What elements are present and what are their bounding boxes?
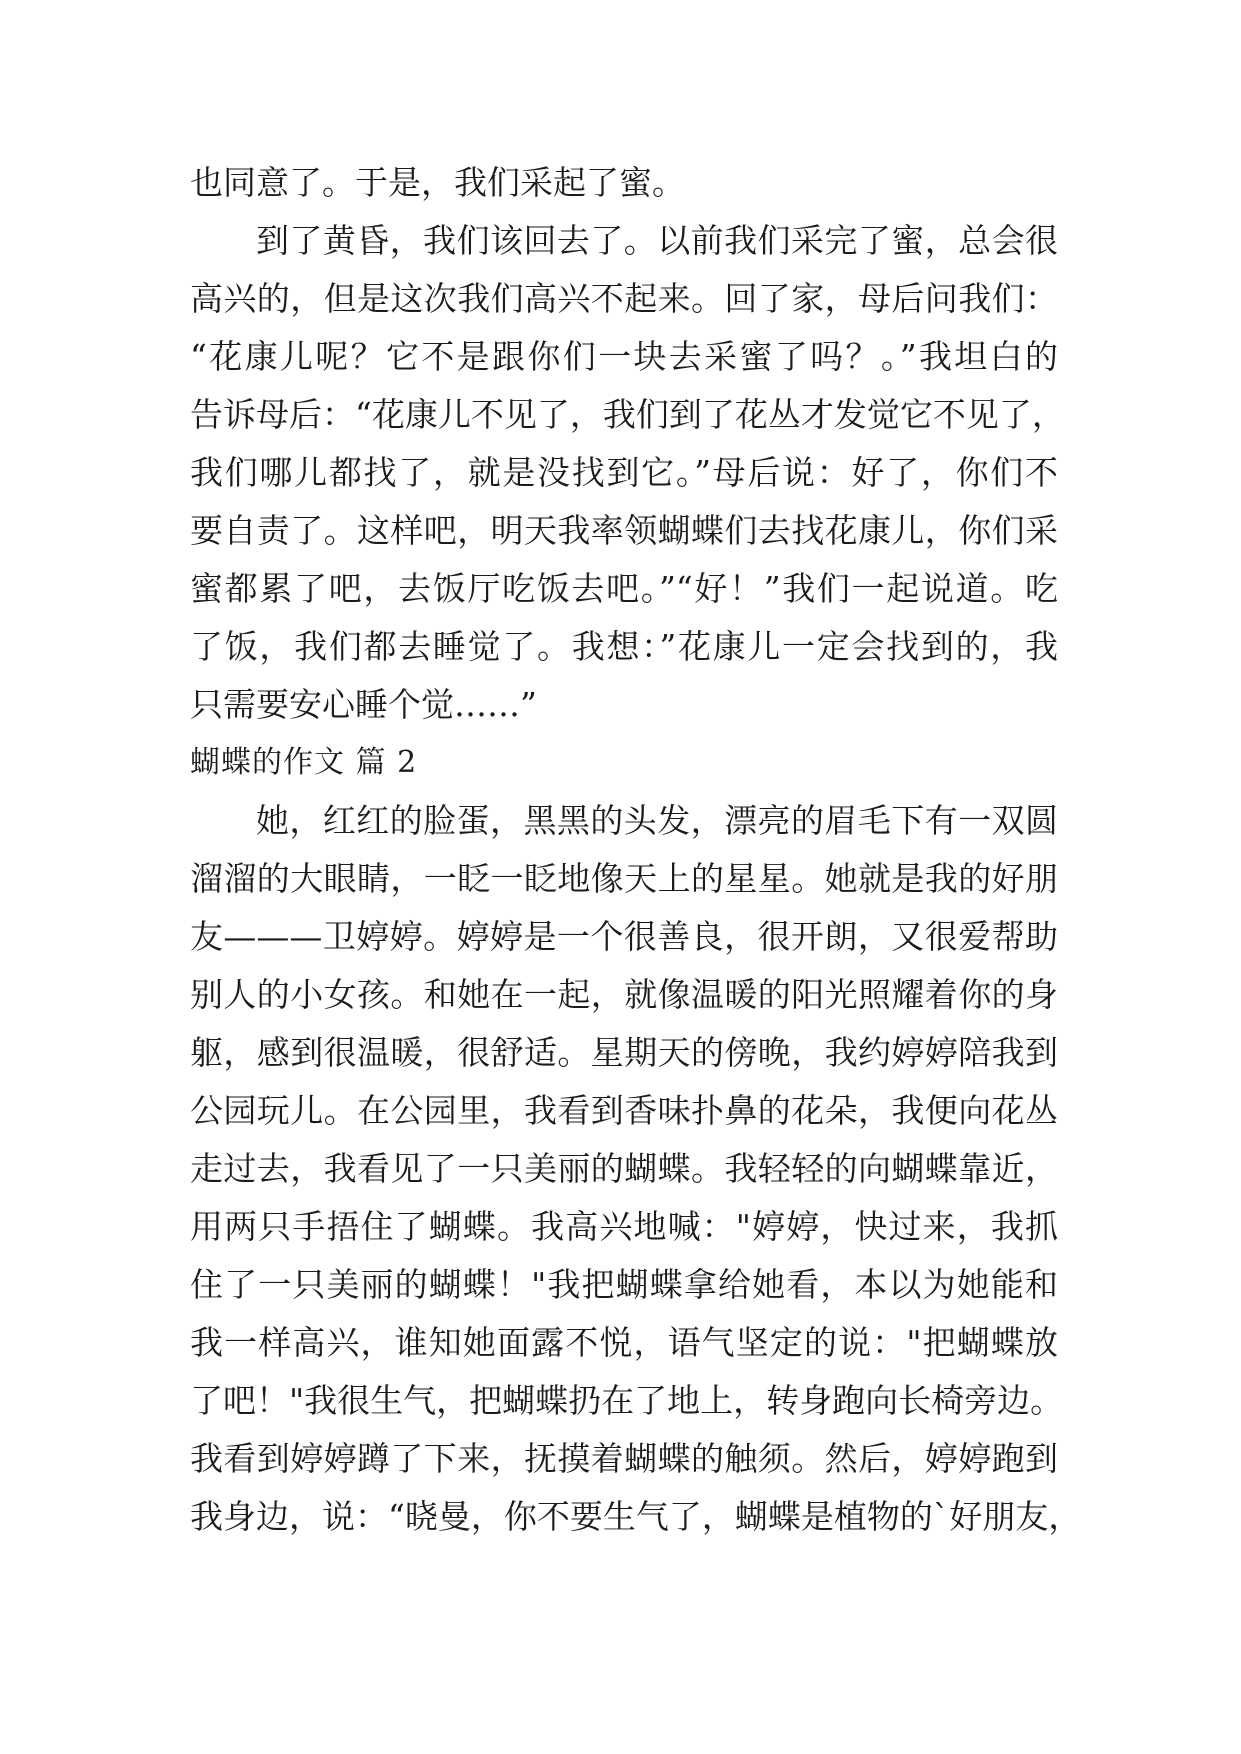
- text-line: 友———卫婷婷。婷婷是一个很善良，很开朗，又很爱帮助: [190, 917, 1058, 956]
- paragraph: [190, 792, 1082, 1546]
- text-line: 用两只手捂住了蝴蝶。我高兴地喊："婷婷，快过来，我抓: [190, 1207, 1058, 1246]
- text-line: 躯，感到很温暖，很舒适。星期天的傍晚，我约婷婷陪我到: [190, 1033, 1058, 1072]
- paragraph: [190, 212, 1065, 734]
- text-line: 到了黄昏，我们该回去了。以前我们采完了蜜，总会很: [256, 221, 1058, 260]
- text-line: 她，红红的脸蛋，黑黑的头发，漂亮的眉毛下有一双圆: [256, 801, 1058, 840]
- text-line: 告诉母后：“花康儿不见了，我们到了花丛才发觉它不见了，: [190, 395, 1065, 434]
- text-line: 溜溜的大眼睛，一眨一眨地像天上的星星。她就是我的好朋: [190, 859, 1058, 898]
- text-line: 只需要安心睡个觉……”: [190, 685, 537, 724]
- text-line: 蜜都累了吧，去饭厅吃饭去吧。”“好！”我们一起说道。吃: [190, 569, 1058, 608]
- text-line: 要自责了。这样吧，明天我率领蝴蝶们去找花康儿，你们采: [190, 511, 1058, 550]
- text-line: 也同意了。于是，我们采起了蜜。: [190, 163, 685, 202]
- text-line: 我身边，说：“晓曼，你不要生气了，蝴蝶是植物的`好朋友，: [190, 1497, 1082, 1536]
- text-line: 高兴的，但是这次我们高兴不起来。回了家，母后问我们：: [190, 279, 1058, 318]
- text-line: 了吧！"我很生气，把蝴蝶扔在了地上，转身跑向长椅旁边。: [190, 1381, 1064, 1420]
- text-line: 我一样高兴，谁知她面露不悦，语气坚定的说："把蝴蝶放: [190, 1323, 1058, 1362]
- text-line: 了饭，我们都去睡觉了。我想：”花康儿一定会找到的，我: [190, 627, 1058, 666]
- text-line: 公园玩儿。在公园里，我看到香味扑鼻的花朵，我便向花丛: [190, 1091, 1058, 1130]
- text-line: 住了一只美丽的蝴蝶！"我把蝴蝶拿给她看，本以为她能和: [190, 1265, 1058, 1304]
- text-line: 别人的小女孩。和她在一起，就像温暖的阳光照耀着你的身: [190, 975, 1058, 1014]
- paragraph-continued: [190, 154, 1058, 212]
- text-line: 我们哪儿都找了，就是没找到它。”母后说：好了，你们不: [190, 453, 1058, 492]
- text-line: 走过去，我看见了一只美丽的蝴蝶。我轻轻的向蝴蝶靠近，: [190, 1149, 1058, 1188]
- text-line: “花康儿呢？它不是跟你们一块去采蜜了吗？。”我坦白的: [190, 337, 1058, 376]
- text-line: 我看到婷婷蹲了下来，抚摸着蝴蝶的触须。然后，婷婷跑到: [190, 1439, 1058, 1478]
- document-body: [190, 154, 1082, 1546]
- section-heading: 蝴蝶的作文 篇 2: [190, 745, 418, 780]
